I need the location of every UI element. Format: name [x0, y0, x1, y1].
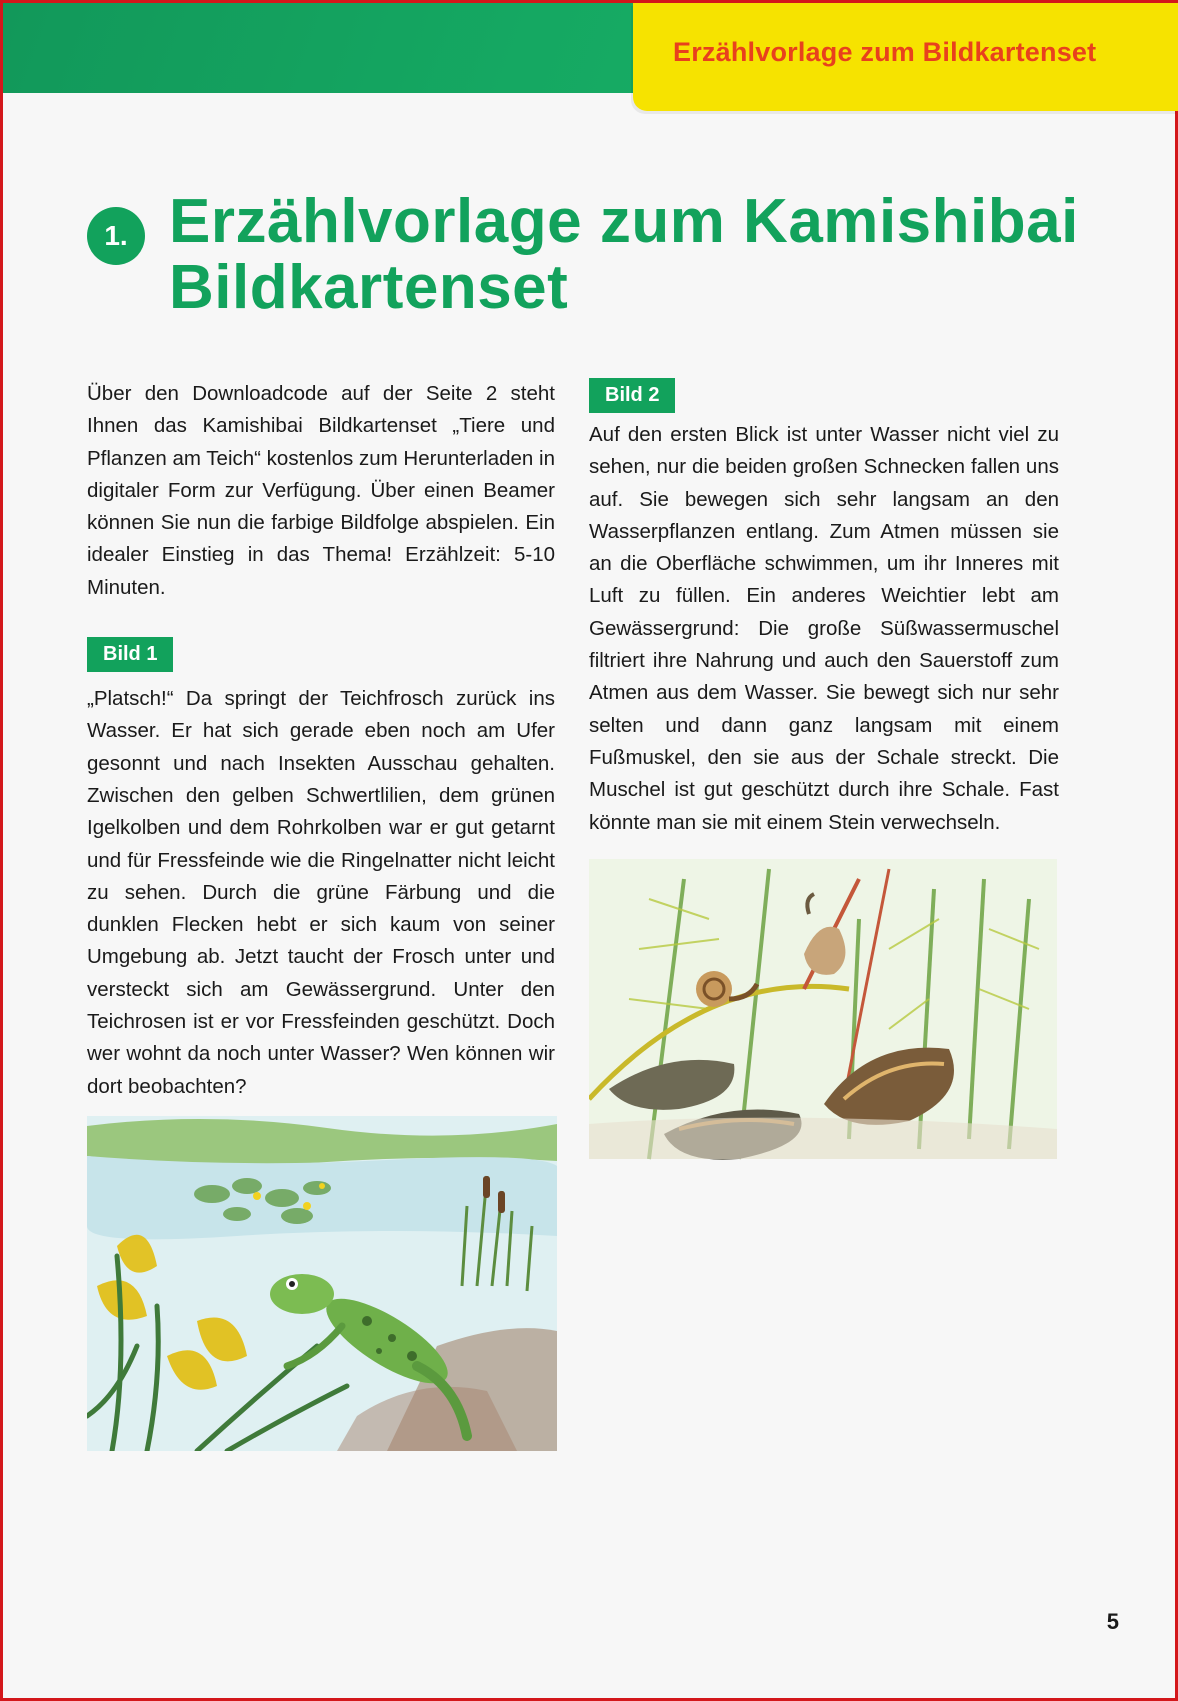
bild-2-label: Bild 2 — [589, 378, 675, 413]
page-number: 5 — [1106, 1609, 1119, 1634]
section-number-badge: 1. — [87, 207, 145, 265]
right-column — [589, 378, 1059, 839]
bild-1-label: Bild 1 — [87, 637, 173, 672]
left-column — [87, 378, 555, 1103]
snails-mussels-illustration — [589, 859, 1057, 1195]
intro-paragraph: Über den Downloadcode auf der Seite 2 steht Ihnen das Kamishibai Bildkartenset „Tiere und Pflanzen am Teich“ kostenlos zum Herunterladen in digitaler Form zur Verfügung. Über einen Beamer können Sie nun die farbige Bildfolge abspielen. Ein idealer Einstieg in das Thema! Erzählzeit: 5-10 Minuten. — [87, 382, 555, 599]
bild-2-text: Auf den ersten Blick ist unter Wasser nicht viel zu sehen, nur die beiden großen Schnecken fallen uns auf. Sie bewegen sich sehr langsam an den Wasserpflanzen entlang. Zum Atmen müssen sie an die Oberfläche schwimmen, um ihr Inneres mit Luft zu füllen. Ein anderes Weichtier lebt am Gewässergrund: Die große Süßwassermuschel filtriert ihre Nahrung und auch den Sauerstoff zum Atmen aus dem Wasser. Sie bewegt sich nur sehr selten und dann ganz langsam mit einem Fußmuskel, den sie aus der Schale streckt. Die Muschel ist gut geschützt durch ihre Schale. Fast könnte man sie mit einem Stein verwechseln. — [589, 423, 1059, 834]
running-title: Erzählvorlage zum Bildkartenset — [673, 37, 1097, 67]
header-tab — [633, 3, 1178, 111]
frog-pond-illustration — [87, 1116, 557, 1451]
bild-1-text: „Platsch!“ Da springt der Teichfrosch zurück ins Wasser. Er hat sich gerade eben noch am Ufer gesonnt und nach Insekten Ausschau gehalten. Zwischen den gelben Schwertlilien, dem grünen Igelkolben und dem Rohrkolben war er gut getarnt und für Fressfeinde wie die Ringelnatter nicht leicht zu sehen. Durch die grüne Färbung und die dunklen Flecken hebt er sich kaum von seiner Umgebung ab. Jetzt taucht der Frosch unter und versteckt sich am Gewässergrund. Unter den Teichrosen ist er vor Fressfeinden geschützt. Doch wer wohnt da noch unter Wasser? Wen können wir dort beobachten? — [87, 687, 555, 1098]
page-title: Erzählvorlage zum Kamishibai Bildkartenset — [169, 187, 1079, 322]
